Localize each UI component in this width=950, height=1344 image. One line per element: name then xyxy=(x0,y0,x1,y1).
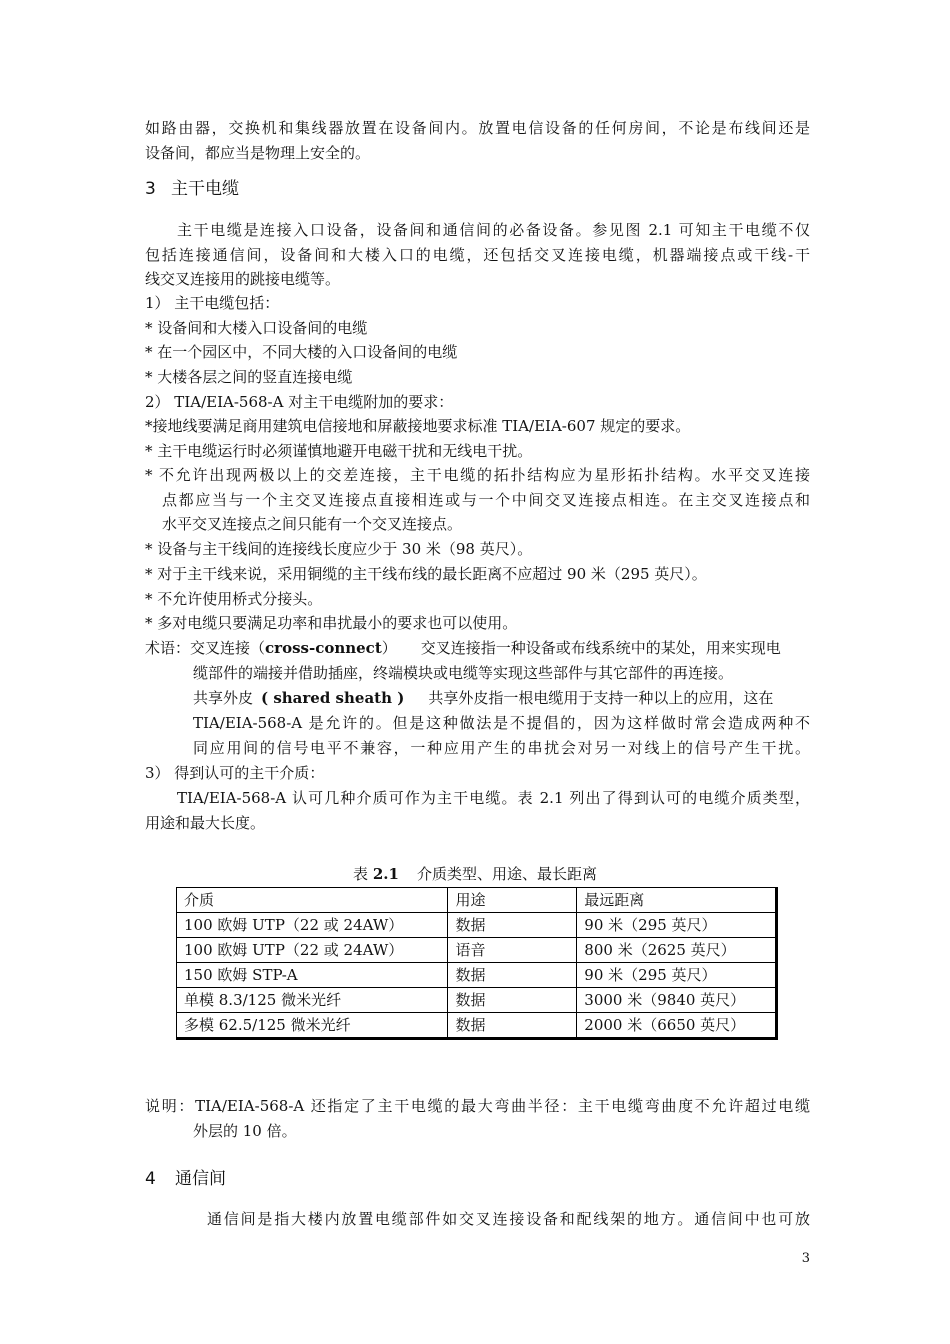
list-2-item: * 不允许使用桥式分接头。 xyxy=(145,590,323,608)
list-1-item: * 大楼各层之间的竖直连接电缆 xyxy=(145,368,353,386)
list-2-item: * 多对电缆只要满足功率和串扰最小的要求也可以使用。 xyxy=(145,614,518,632)
table-row xyxy=(177,938,777,963)
table-cell: 100 欧姆 UTP（22 或 24AW） xyxy=(177,938,448,963)
table-cell: 90 米（295 英尺） xyxy=(577,913,777,938)
list-3-title: 3） 得到认可的主干介质： xyxy=(145,764,325,782)
table-row xyxy=(177,1013,777,1039)
list-2-item: * 对于主干线来说，采用铜缆的主干线布线的最长距离不应超过 90 米（295 英尺）。 xyxy=(145,565,707,583)
table-cell: 100 欧姆 UTP（22 或 24AW） xyxy=(177,913,448,938)
term-shared-sheath-name: 共享外皮 xyxy=(193,689,254,707)
term-shared-sheath-en: ( shared sheath ) xyxy=(261,689,405,707)
section-4-title: 通信间 xyxy=(175,1169,226,1189)
term-cross-connect-name: 交叉连接（ xyxy=(190,639,266,657)
note-line-1: 说明：TIA/EIA-568-A 还指定了主干电缆的最大弯曲半径：主干电缆弯曲度不允许超过电缆 xyxy=(145,1097,810,1115)
section-4-heading xyxy=(145,1167,226,1191)
section-3-para-line-2: 包括连接通信间，设备间和大楼入口的电缆，还包括交叉连接电缆，机器端接点或干线-干 xyxy=(145,246,810,264)
table-cell: 语音 xyxy=(448,938,577,963)
terms-prefix: 术语： xyxy=(145,639,191,657)
section-4-para-line-1: 通信间是指大楼内放置电缆部件如交叉连接设备和配线架的地方。通信间中也可放 xyxy=(207,1210,810,1228)
table-caption xyxy=(0,864,950,884)
note-line-2: 外层的 10 倍。 xyxy=(193,1122,297,1140)
term-cross-connect-line-2: 缆部件的端接并借助插座，终端模块或电缆等实现这些部件与其它部件的再连接。 xyxy=(193,664,734,682)
table-cell: 数据 xyxy=(448,988,577,1013)
table-cell: 数据 xyxy=(448,1013,577,1039)
term-cross-connect-close: ） xyxy=(381,639,397,657)
table-caption-prefix: 表 xyxy=(353,865,373,883)
list-1-item: * 设备间和大楼入口设备间的电缆 xyxy=(145,319,368,337)
list-2-item: * 主干电缆运行时必须谨慎地避开电磁干扰和无线电干扰。 xyxy=(145,442,533,460)
list-2-item: *接地线要满足商用建筑电信接地和屏蔽接地要求标准 TIA/EIA-607 规定的要求。 xyxy=(145,417,691,435)
table-header-cell: 最远距离 xyxy=(577,888,777,913)
table-row xyxy=(177,988,777,1013)
table-cell: 150 欧姆 STP-A xyxy=(177,963,448,988)
intro-line-2: 设备间，都应当是物理上安全的。 xyxy=(145,144,371,162)
term-shared-sheath-line-3: 同应用间的信号电平不兼容，一种应用产生的串扰会对另一对线上的信号产生干扰。 xyxy=(193,739,810,757)
intro-line-1: 如路由器，交换机和集线器放置在设备间内。放置电信设备的任何房间，不论是布线间还是 xyxy=(145,119,810,137)
table-caption-text: 介质类型、用途、最长距离 xyxy=(416,865,597,883)
section-3-para-line-1: 主干电缆是连接入口设备，设备间和通信间的必备设备。参见图 2.1 可知主干电缆不仅 xyxy=(177,221,810,239)
term-cross-connect-line-1 xyxy=(145,636,810,660)
table-cell: 数据 xyxy=(448,913,577,938)
table-row xyxy=(177,963,777,988)
term-cross-connect-en: cross-connect xyxy=(265,639,382,657)
section-3-para2-line-2: 用途和最大长度。 xyxy=(145,814,266,832)
table-cell: 3000 米（9840 英尺） xyxy=(577,988,777,1013)
page-number: 3 xyxy=(801,1251,810,1266)
list-2-item: * 设备与主干线间的连接线长度应少于 30 米（98 英尺）。 xyxy=(145,540,533,558)
list-1-title: 1） 主干电缆包括： xyxy=(145,294,280,312)
table-cell: 90 米（295 英尺） xyxy=(577,963,777,988)
section-3-number: 3 xyxy=(145,179,156,199)
table-header-cell: 介质 xyxy=(177,888,448,913)
term-shared-sheath-line-1 xyxy=(193,686,810,710)
table-header-row xyxy=(177,888,777,913)
table-cell: 数据 xyxy=(448,963,577,988)
table-header-cell: 用途 xyxy=(448,888,577,913)
section-3-heading xyxy=(145,177,239,201)
list-2-item-continuation: 水平交叉连接点之间只能有一个交叉连接点。 xyxy=(162,515,463,533)
section-3-para2-line-1: TIA/EIA-568-A 认可几种介质可作为主干电缆。表 2.1 列出了得到认可的电缆介质类型， xyxy=(177,789,810,807)
list-2-item-continuation: 点都应当与一个主交叉连接点直接相连或与一个中间交叉连接点相连。在主交叉连接点和 xyxy=(162,491,810,509)
list-2-item: * 不允许出现两极以上的交差连接，主干电缆的拓扑结构应为星形拓扑结构。水平交叉连接 xyxy=(145,466,810,484)
term-shared-sheath-def: 共享外皮指一根电缆用于支持一种以上的应用，这在 xyxy=(428,689,774,707)
table-cell: 单模 8.3/125 微米光纤 xyxy=(177,988,448,1013)
table-cell: 800 米（2625 英尺） xyxy=(577,938,777,963)
term-shared-sheath-line-2: TIA/EIA-568-A 是允许的。但是这种做法是不提倡的，因为这样做时常会造成两种不 xyxy=(193,714,810,732)
list-1-item: * 在一个园区中，不同大楼的入口设备间的电缆 xyxy=(145,343,458,361)
section-3-title: 主干电缆 xyxy=(171,179,239,199)
table-cell: 2000 米（6650 英尺） xyxy=(577,1013,777,1039)
section-4-number: 4 xyxy=(145,1169,156,1189)
term-cross-connect-def: 交叉连接指一种设备或布线系统中的某处，用来实现电 xyxy=(420,639,781,657)
table-caption-number: 2.1 xyxy=(372,865,399,883)
section-3-para-line-3: 线交叉连接用的跳接电缆等。 xyxy=(145,270,341,288)
table-row xyxy=(177,913,777,938)
list-2-title: 2） TIA/EIA-568-A 对主干电缆附加的要求： xyxy=(145,393,454,411)
media-table xyxy=(176,887,778,1040)
table-cell: 多模 62.5/125 微米光纤 xyxy=(177,1013,448,1039)
